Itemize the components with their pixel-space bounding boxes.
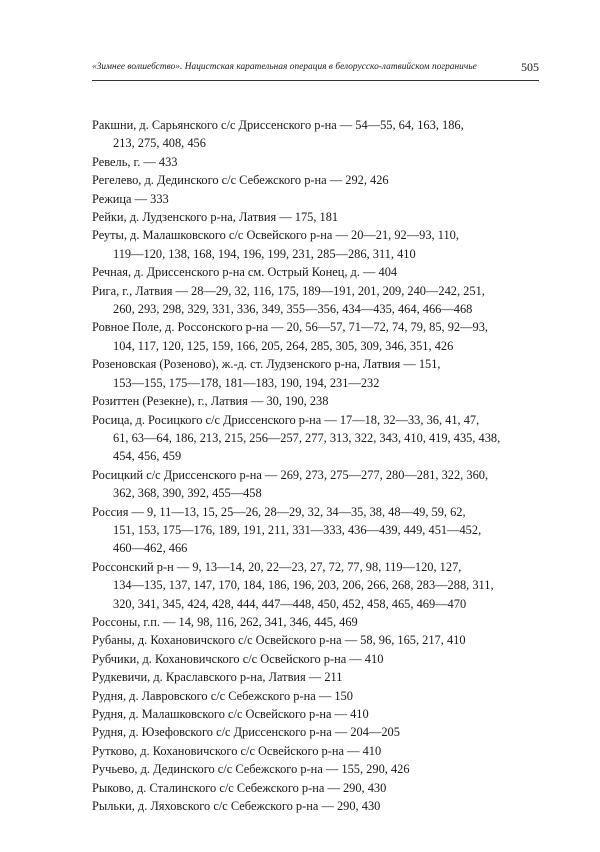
index-entry-continuation: 153—155, 175—178, 181—183, 190, 194, 231—232 [113, 375, 380, 390]
index-entry-continuation: 213, 275, 408, 456 [113, 136, 206, 151]
index-entry-continuation: 260, 293, 298, 329, 331, 336, 349, 355—356, 434—435, 464, 466—468 [113, 302, 473, 317]
index-entry-line: Росицкий с/с Дриссенского р-на — 269, 273, 275—277, 280—281, 322, 360, [92, 467, 489, 482]
index-entry [92, 466, 552, 503]
index-entry-line: Речная, д. Дриссенского р-на см. Острый Конец, д. — 404 [92, 265, 398, 280]
index-entry-continuation: 320, 341, 345, 424, 428, 444, 447—448, 450, 452, 458, 465, 469—470 [113, 596, 467, 611]
index-entry [92, 613, 552, 631]
index-entry-line: Рудня, д. Малашковского с/с Освейского р-на — 410 [92, 707, 369, 721]
index-entry [92, 171, 552, 189]
index-entry [92, 687, 552, 705]
index-entry-continuation: 61, 63—64, 186, 213, 215, 256—257, 277, 313, 322, 343, 410, 419, 435, 438, [113, 430, 501, 445]
page-number: 505 [521, 60, 539, 74]
index-entry-continuation: 362, 368, 390, 392, 455—458 [113, 486, 262, 501]
index-entry-line: Розиттен (Резекне), г., Латвия — 30, 190, 238 [92, 394, 329, 409]
index-entry-line: Россоны, г.п. — 14, 98, 116, 262, 341, 346, 445, 469 [92, 614, 358, 629]
index-entry-line: Рубчики, д. Кохановичского с/с Освейского р-на — 410 [92, 651, 384, 666]
index-entry-line: Режица — 333 [92, 191, 169, 206]
index-entry [92, 558, 552, 613]
index-entry-line: Россонский р-н — 9, 13—14, 20, 22—23, 27, 72, 77, 98, 119—120, 127, [92, 559, 462, 574]
index-entry [92, 282, 552, 319]
index-entry [92, 650, 552, 668]
index-entry-line: Россия — 9, 11—13, 15, 25—26, 28—29, 32, 34—35, 38, 48—49, 59, 62, [92, 504, 466, 519]
index-entry-line: Ревель, г. — 433 [92, 154, 178, 169]
index-entry [92, 190, 552, 208]
index-entry [92, 797, 552, 815]
index-entry-continuation: 151, 153, 175—176, 189, 191, 211, 331—333, 436—439, 449, 451—452, [113, 522, 482, 537]
index-entry-line: Рутково, д. Кохановичского с/с Освейского р-на — 410 [92, 743, 382, 758]
index-entry-continuation: 119—120, 138, 168, 194, 196, 199, 231, 285—286, 311, 410 [113, 246, 416, 261]
index-entry-continuation: 104, 117, 120, 125, 159, 166, 205, 264, 285, 305, 309, 346, 351, 426 [113, 338, 454, 353]
index-entry-line: Регелево, д. Дединского с/с Себежского р-на — 292, 426 [92, 173, 389, 188]
index-entry-line: Рыково, д. Сталинского с/с Себежского р-на — 290, 430 [92, 780, 387, 795]
index-entry [92, 263, 552, 281]
index-entry [92, 631, 552, 649]
index-entry [92, 723, 552, 741]
index-entry [92, 503, 552, 558]
index-entry-line: Рейки, д. Лудзенского р-на, Латвия — 175, 181 [92, 210, 339, 225]
index-entry-continuation: 460—462, 466 [113, 541, 188, 556]
index-entry-line: Рудня, д. Лавровского с/с Себежского р-на — 150 [92, 688, 353, 703]
index-entry-continuation: 134—135, 137, 147, 170, 184, 186, 196, 203, 206, 266, 268, 283—288, 311, [113, 578, 494, 593]
index-entry [92, 760, 552, 778]
index-entry-line: Росица, д. Росицкого с/с Дриссенского р-на — 17—18, 32—33, 36, 41, 47, [92, 412, 480, 427]
index-entry [92, 355, 552, 392]
index-entry [92, 779, 552, 797]
index-entry [92, 226, 552, 263]
index-entry [92, 411, 552, 466]
index-entry [92, 668, 552, 686]
index-entry-line: Рига, г., Латвия — 28—29, 32, 116, 175, 189—191, 201, 209, 240—242, 251, [92, 283, 485, 298]
index-entry-line: Рудня, д. Юзефовского с/с Дриссенского р-на — 204—205 [92, 725, 400, 740]
index-entry [92, 318, 552, 355]
index-entries [92, 116, 552, 815]
index-entry [92, 392, 552, 410]
index-entry-line: Реуты, д. Малашковского с/с Освейского р-на — 20—21, 92—93, 110, [92, 228, 459, 243]
index-entry-line: Рудкевичи, д. Краславского р-на, Латвия — 211 [92, 670, 343, 685]
index-entry-line: Рыльки, д. Ляховского с/с Себежского р-на — 290, 430 [92, 799, 381, 814]
index-entry-continuation: 454, 456, 459 [113, 449, 182, 464]
index-entry-line: Ручьево, д. Дединского с/с Себежского р-на — 155, 290, 426 [92, 762, 410, 777]
index-entry [92, 116, 552, 153]
running-header [92, 62, 539, 81]
index-entry-line: Ровное Поле, д. Россонского р-на — 20, 56—57, 71—72, 74, 79, 85, 92—93, [92, 320, 489, 335]
index-entry [92, 742, 552, 760]
index-entry-line: Розеновская (Розеново), ж.-д. ст. Лудзенского р-на, Латвия — 151, [92, 357, 441, 372]
index-entry-line: Рубаны, д. Кохановичского с/с Освейского р-на — 58, 96, 165, 217, 410 [92, 633, 466, 648]
running-title: «Зимнее волшебство». Нацистская карательная операция в белорусско-латвийском пограничье [92, 62, 477, 72]
index-entry-line: Ракшни, д. Сарьянского с/с Дриссенского р-на — 54—55, 64, 163, 186, [92, 118, 464, 132]
index-entry [92, 705, 552, 723]
index-entry [92, 208, 552, 226]
index-entry [92, 153, 552, 171]
